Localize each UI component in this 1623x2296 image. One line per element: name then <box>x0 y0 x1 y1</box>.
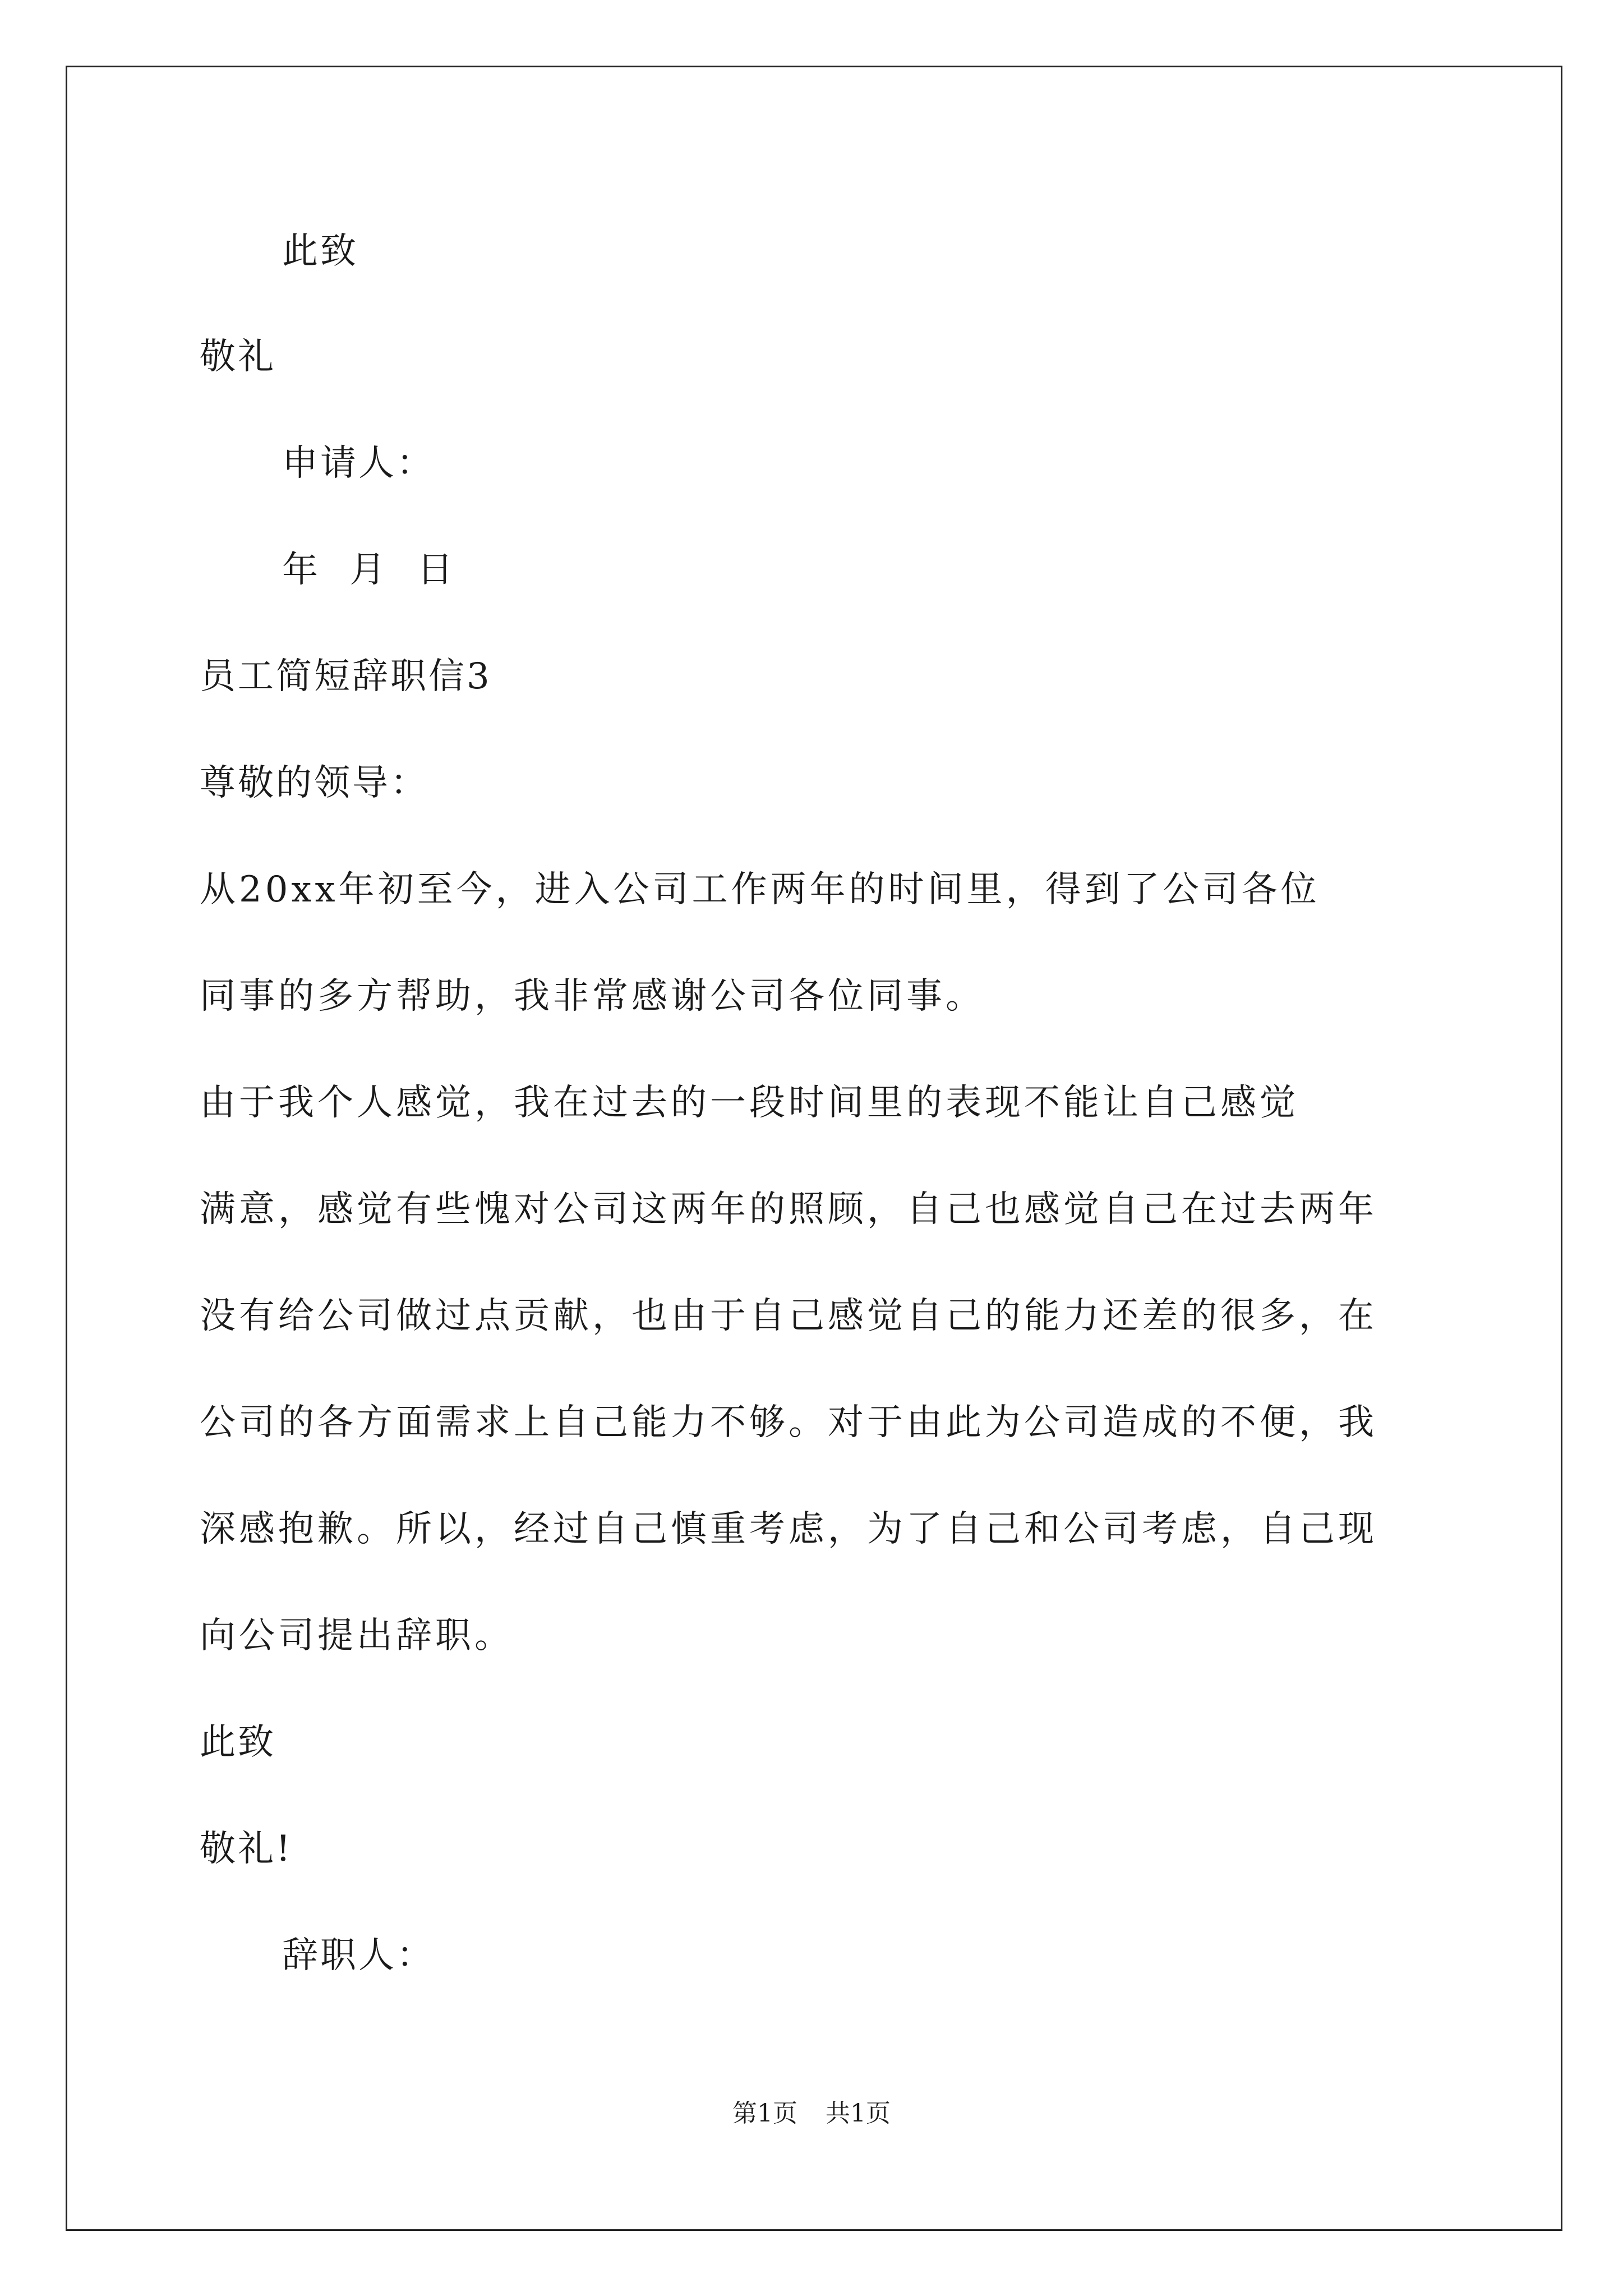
date-line: 年 月 日 <box>282 549 463 591</box>
section-title: 员工简短辞职信3 <box>200 656 492 697</box>
paragraph-2-line: 没有给公司做过点贡献，也由于自己感觉自己的能力还差的很多，在 <box>200 1295 1377 1337</box>
greeting: 尊敬的领导： <box>200 762 428 804</box>
closing-text: 此致 <box>282 231 358 272</box>
closing-text-2: 此致 <box>200 1722 276 1763</box>
resigner-label: 辞职人： <box>282 1935 435 1976</box>
applicant-label: 申请人： <box>282 443 435 484</box>
salutation-text-2: 敬礼! <box>200 1828 293 1870</box>
page-footer <box>0 2098 1623 2129</box>
paragraph-2-line: 向公司提出辞职。 <box>200 1615 514 1657</box>
paragraph-2-line: 满意，感觉有些愧对公司这两年的照顾，自己也感觉自己在过去两年 <box>200 1189 1377 1230</box>
paragraph-1-line: 从20xx年初至今，进入公司工作两年的时间里，得到了公司各位 <box>200 869 1320 910</box>
paragraph-2-line: 公司的各方面需求上自己能力不够。对于由此为公司造成的不便，我 <box>200 1402 1377 1443</box>
page-current: 第1页 <box>732 2099 797 2128</box>
paragraph-2-line: 深感抱歉。所以，经过自己慎重考虑，为了自己和公司考虑，自己现 <box>200 1508 1377 1550</box>
paragraph-2-line: 由于我个人感觉，我在过去的一段时间里的表现不能让自己感觉 <box>200 1082 1299 1124</box>
paragraph-1-line: 同事的多方帮助，我非常感谢公司各位同事。 <box>200 976 985 1017</box>
salutation-text: 敬礼 <box>200 336 276 378</box>
page-total: 共1页 <box>826 2099 891 2128</box>
page-border <box>66 66 1562 2231</box>
